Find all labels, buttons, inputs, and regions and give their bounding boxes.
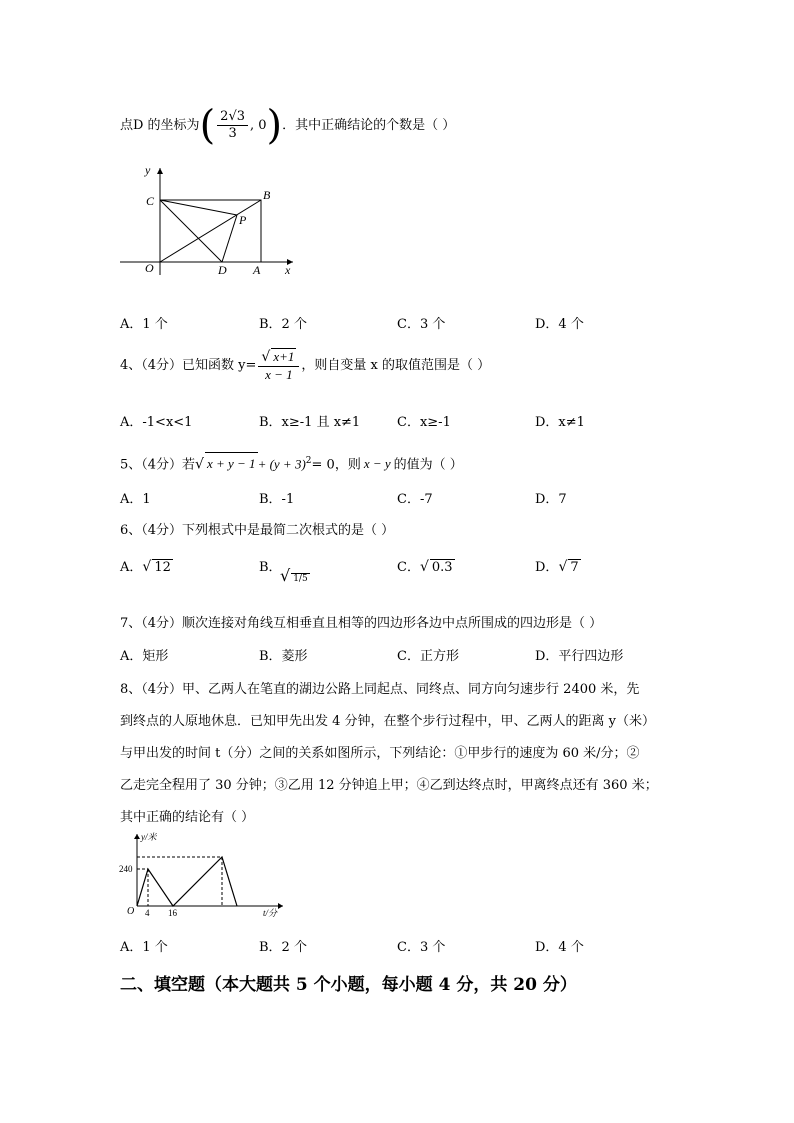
- graph-x-label: t/分: [263, 908, 278, 918]
- q3-option-c[interactable]: C．3 个: [397, 317, 446, 332]
- label-C: C: [146, 194, 155, 208]
- graph-y-label: y/米: [141, 832, 157, 842]
- q3-frac-num: 2√3: [217, 109, 248, 126]
- q6-statement: 6、（4分）下列根式中是最简二次根式的是（ ）: [120, 523, 395, 538]
- q7-option-b[interactable]: B．菱形: [259, 649, 308, 664]
- q3-after-frac: , 0: [250, 118, 267, 133]
- graph-tick-16: 16: [168, 908, 177, 918]
- graph-tick-4: 4: [145, 908, 150, 918]
- q4-den: x − 1: [265, 367, 293, 382]
- q3-suffix: ．其中正确结论的个数是（ ）: [282, 118, 456, 133]
- q6-option-c[interactable]: [397, 556, 455, 575]
- q6-radicand-b: 1/5: [293, 574, 308, 584]
- q8-option-c[interactable]: C．3 个: [397, 940, 446, 955]
- q8-line-5: 其中正确的结论有（ ）: [120, 810, 255, 825]
- q6-option-b[interactable]: [259, 556, 282, 575]
- label-P: P: [239, 213, 247, 227]
- q5-option-d[interactable]: D．7: [535, 492, 567, 507]
- q5-eq: = 0，则: [311, 457, 361, 473]
- sqrt-symbol: √: [142, 559, 152, 575]
- q3-statement: [120, 104, 455, 148]
- q5-suffix: 的值为（ ）: [393, 457, 463, 473]
- q6-letter-b: B．: [259, 560, 282, 575]
- q6-option-a[interactable]: [120, 556, 173, 575]
- q6-radicand-a: 12: [154, 560, 171, 575]
- q3-figure: [115, 160, 305, 280]
- line-OB: [160, 200, 261, 262]
- paren-left: (: [199, 102, 216, 149]
- graph-tick-240: 240: [119, 864, 133, 874]
- q3-option-d[interactable]: D．4 个: [535, 317, 584, 332]
- q4-option-a[interactable]: A．-1<x<1: [120, 415, 193, 430]
- sqrt-symbol: √: [419, 559, 429, 575]
- q5-option-b[interactable]: B．-1: [259, 492, 295, 507]
- q7-statement: 7、（4分）顺次连接对角线互相垂直且相等的四边形各边中点所围成的四边形是（ ）: [120, 616, 603, 631]
- q5-sup: 2: [305, 456, 312, 466]
- q6-radicand-d: 7: [570, 560, 579, 575]
- q4-statement: [120, 346, 490, 386]
- q5-mid: + (y + 3): [257, 456, 306, 472]
- q3-option-a[interactable]: A．1 个: [120, 317, 168, 332]
- q8-graph: [115, 830, 290, 922]
- label-B: B: [263, 188, 271, 202]
- paren-right: ): [266, 102, 283, 149]
- q5-radicand: x + y − 1: [205, 452, 258, 475]
- q4-suffix: ，则自变量 x 的取值范围是（ ）: [301, 358, 491, 373]
- q8-line-2: 到终点的人原地休息．已知甲先出发 4 分钟，在整个步行过程中，甲、乙两人的距离 y（米）: [120, 714, 656, 729]
- sqrt-symbol: √: [280, 566, 291, 585]
- q6-letter-a: A．: [120, 560, 143, 575]
- q4-option-c[interactable]: C．x≥-1: [397, 415, 451, 430]
- q8-option-b[interactable]: B．2 个: [259, 940, 307, 955]
- q5-option-c[interactable]: C．-7: [397, 492, 433, 507]
- q5-option-a[interactable]: A．1: [120, 492, 151, 507]
- q3-fraction: [217, 109, 248, 142]
- q4-num-radicand: x+1: [273, 349, 295, 364]
- q3-option-b[interactable]: B．2 个: [259, 317, 307, 332]
- q7-option-c[interactable]: C．正方形: [397, 649, 459, 664]
- q7-option-a[interactable]: A．矩形: [120, 649, 169, 664]
- label-O: O: [145, 261, 154, 275]
- label-D: D: [218, 263, 227, 277]
- label-A: A: [253, 263, 261, 277]
- q6-option-b-radical: [280, 566, 310, 585]
- q8-line-3: 与甲出发的时间 t（分）之间的关系如图所示，下列结论：①甲步行的速度为 60 米/分；②: [120, 746, 640, 761]
- label-x: x: [285, 263, 291, 277]
- q6-letter-d: D．: [535, 560, 559, 575]
- q4-option-b[interactable]: B．x≥-1 且 x≠1: [259, 415, 361, 430]
- q5-prefix: 5、（4分）若: [120, 457, 196, 473]
- q8-line-4: 乙走完全程用了 30 分钟；③乙用 12 分钟追上甲；④乙到达终点时，甲离终点还有 360 米；: [120, 778, 658, 793]
- q3-prefix: 点D 的坐标为: [120, 118, 200, 133]
- sqrt-symbol: √: [558, 559, 568, 575]
- q8-option-a[interactable]: A．1 个: [120, 940, 168, 955]
- q5-expr: x − y: [363, 456, 391, 472]
- q5-statement: [120, 450, 463, 476]
- line-CP: [160, 200, 237, 215]
- q6-option-d[interactable]: [535, 556, 581, 575]
- q4-num: √ x+1: [258, 348, 299, 367]
- graph-origin: O: [127, 906, 135, 917]
- line-CD: [160, 200, 222, 262]
- q4-option-d[interactable]: D．x≠1: [535, 415, 585, 430]
- label-y: y: [145, 163, 151, 177]
- q3-frac-den: 3: [228, 126, 237, 141]
- q6-radicand-c: 0.3: [431, 560, 453, 575]
- q8-line-1: 8、（4分）甲、乙两人在笔直的湖边公路上同起点、同终点、同方向匀速步行 2400 米，先: [120, 682, 640, 697]
- q6-letter-c: C．: [397, 560, 420, 575]
- section-2-heading: 二、填空题（本大题共 5 个小题，每小题 4 分，共 20 分）: [120, 975, 577, 995]
- q4-fraction: [258, 348, 299, 383]
- q4-prefix: 4、（4分）已知函数 y=: [120, 358, 257, 373]
- sqrt-symbol: √: [195, 456, 204, 473]
- q7-option-d[interactable]: D．平行四边形: [535, 649, 624, 664]
- q8-option-d[interactable]: D．4 个: [535, 940, 584, 955]
